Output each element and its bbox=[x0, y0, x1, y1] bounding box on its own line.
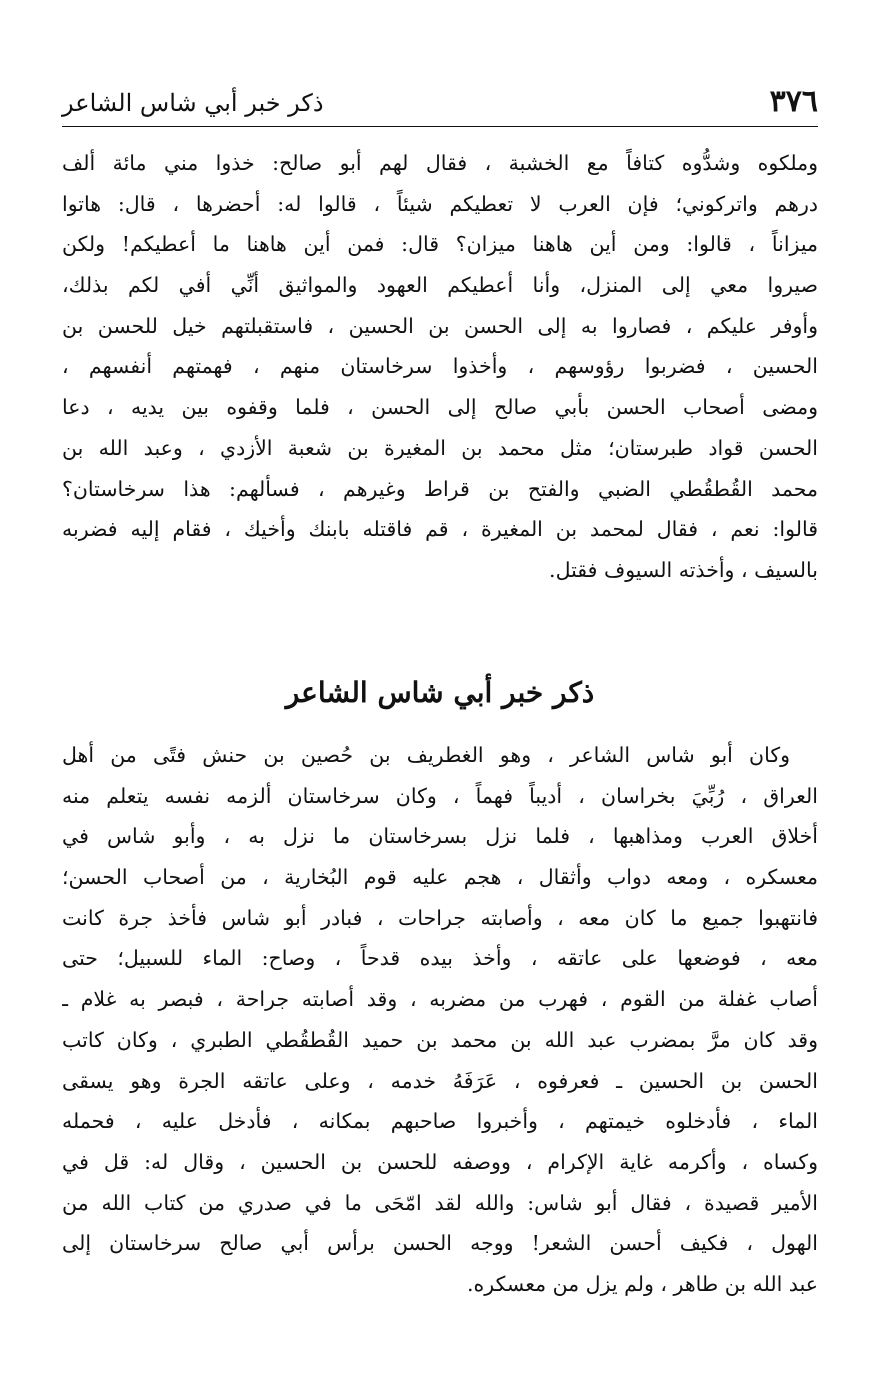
text-line: ومضى أصحاب الحسن بأبي صالح إلى الحسن ، فلما وقفوه بين يديه ، دعا bbox=[62, 395, 818, 420]
text-line: بالسيف ، وأخذته السيوف فقتل. bbox=[549, 557, 818, 582]
text-line: محمد القُطقُطي الضبي والفتح بن قراط وغيرهم ، فسألهم: هذا سرخاستان؟ bbox=[62, 476, 818, 501]
running-header bbox=[62, 82, 818, 127]
text-line: الحسن بن الحسين ـ فعرفوه ، عَرَفَهُ خدمه ، وعلى عاتقه الجرة وهو يسقى bbox=[62, 1068, 818, 1093]
text-line: صيروا معي إلى المنزل، وأنا أعطيكم العهود والمواثيق أنِّي أفي لكم بذلك، bbox=[62, 273, 818, 298]
text-line: أصاب غفلة من القوم ، فهرب من مضربه ، وقد أصابته جراحة ، فبصر به غلام ـ bbox=[62, 987, 818, 1012]
text-line: عبد الله بن طاهر ، ولم يزل من معسكره. bbox=[467, 1271, 818, 1296]
text-line: العراق ، رُبِّيَ بخراسان ، أديباً فهماً ، وكان سرخاستان ألزمه نفسه يتعلم منه bbox=[62, 783, 818, 808]
text-line: وكان أبو شاس الشاعر ، وهو الغطريف بن حُصين بن حنش فتًى من أهل bbox=[62, 743, 790, 767]
text-line: وملكوه وشدُّوه كتافاً مع الخشبة ، فقال لهم أبو صالح: خذوا مني مائة ألف bbox=[62, 151, 818, 175]
text-line: فانتهبوا جميع ما كان معه ، وأصابته جراحات ، فبادر أبو شاس فأخذ جرة كانت bbox=[62, 905, 818, 930]
text-line: الحسين ، فضربوا رؤوسهم ، وأخذوا سرخاستان منهم ، فهمتهم أنفسهم ، bbox=[62, 354, 818, 379]
page-number: ٣٧٦ bbox=[769, 84, 818, 119]
text-line: درهم واتركوني؛ فإن العرب لا تعطيكم شيئاً ، قالوا له: أحضرها ، قال: هاتوا bbox=[62, 191, 818, 216]
text-line: أخلاق العرب ومذاهبها ، فلما نزل بسرخاستان ما نزل به ، وأبو شاس في bbox=[62, 824, 818, 849]
paragraph-section-1 bbox=[62, 143, 818, 591]
paragraph-section-2 bbox=[62, 735, 818, 1305]
section-heading: ذكر خبر أبي شاس الشاعر bbox=[285, 676, 595, 709]
running-title: ذكر خبر أبي شاس الشاعر bbox=[62, 89, 324, 117]
text-line: الهول ، فكيف أحسن الشعر! ووجه الحسن برأس أبي صالح سرخاستان إلى bbox=[62, 1231, 818, 1256]
text-line: معسكره ، ومعه دواب وأثقال ، هجم عليه قوم البُخارية ، من أصحاب الحسن؛ bbox=[62, 865, 818, 890]
text-line: وأوفر عليكم ، فصاروا به إلى الحسن بن الحسين ، فاستقبلتهم خيل للحسن بن bbox=[62, 313, 818, 338]
text-line: معه ، فوضعها على عاتقه ، وأخذ بيده قدحاً ، وصاح: الماء للسبيل؛ حتى bbox=[62, 946, 818, 971]
text-line: وكساه ، وأكرمه غاية الإكرام ، ووصفه للحسن بن الحسين ، وقال له: قل في bbox=[62, 1149, 818, 1174]
text-line: وقد كان مرَّ بمضرب عبد الله بن محمد بن حميد القُطقُطي الطبري ، وكان كاتب bbox=[62, 1027, 818, 1052]
text-line: الحسن قواد طبرستان؛ مثل محمد بن المغيرة بن شعبة الأزدي ، وعبد الله بن bbox=[62, 435, 818, 460]
text-line: ميزاناً ، قالوا: ومن أين هاهنا ميزان؟ قال: فمن أين هاهنا ما أعطيكم! ولكن bbox=[62, 232, 818, 257]
text-line: الأمير قصيدة ، فقال أبو شاس: والله لقد امّحَى ما في صدري من كتاب الله من bbox=[62, 1190, 818, 1215]
text-line: الماء ، فأدخلوه خيمتهم ، وأخبروا صاحبهم بمكانه ، فأدخل عليه ، فحمله bbox=[62, 1109, 818, 1134]
text-line: قالوا: نعم ، فقال لمحمد بن المغيرة ، قم فاقتله بابنك وأخيك ، فقام إليه فضربه bbox=[62, 517, 818, 542]
